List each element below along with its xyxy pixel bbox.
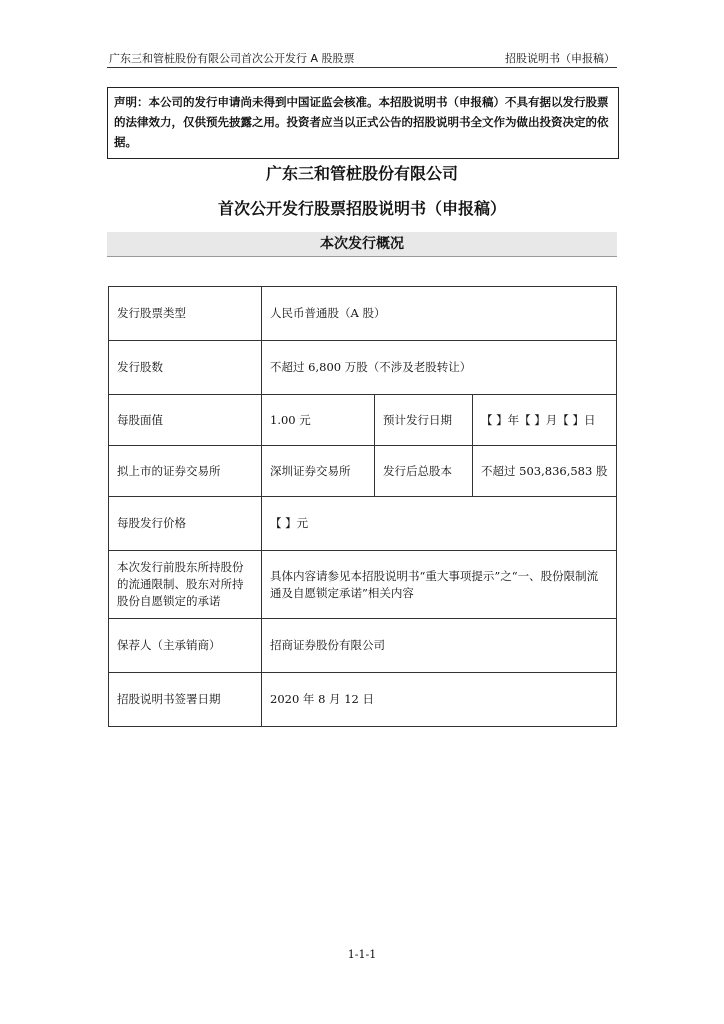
page-header [107, 51, 617, 68]
sign-date-label: 招股说明书签署日期 [109, 673, 262, 727]
total-capital-value: 不超过 503,836,583 股 [473, 446, 617, 497]
table-row [109, 497, 617, 551]
issue-price-value: 【 】元 [262, 497, 617, 551]
section-heading: 本次发行概况 [107, 232, 617, 257]
header-left-text: 广东三和管桩股份有限公司首次公开发行 A 股股票 [109, 52, 355, 65]
exchange-value: 深圳证券交易所 [262, 446, 375, 497]
disclaimer-notice: 声明：本公司的发行申请尚未得到中国证监会核准。本招股说明书（申报稿）不具有据以发行股票的法律效力，仅供预先披露之用。投资者应当以正式公告的招股说明书全文作为做出投资决定的依据。 [107, 87, 619, 159]
lockup-label: 本次发行前股东所持股份的流通限制、股东对所持股份自愿锁定的承诺 [109, 551, 262, 619]
issue-date-value: 【 】年【 】月【 】日 [473, 395, 617, 446]
header-right-text: 招股说明书（申报稿） [505, 52, 615, 65]
shares-value: 不超过 6,800 万股（不涉及老股转让） [262, 341, 617, 395]
sponsor-value: 招商证券股份有限公司 [262, 619, 617, 673]
issue-date-label: 预计发行日期 [375, 395, 473, 446]
document-title: 首次公开发行股票招股说明书（申报稿） [217, 199, 506, 218]
par-value-label: 每股面值 [109, 395, 262, 446]
sponsor-label: 保荐人（主承销商） [109, 619, 262, 673]
par-value-value: 1.00 元 [262, 395, 375, 446]
table-row [109, 341, 617, 395]
shares-label: 发行股数 [109, 341, 262, 395]
table-row [109, 673, 617, 727]
table-row [109, 619, 617, 673]
lockup-value: 具体内容请参见本招股说明书“重大事项提示”之“一、股份限制流通及自愿锁定承诺”相关内容 [262, 551, 617, 619]
page-number: 1-1-1 [347, 948, 377, 961]
stock-type-value: 人民币普通股（A 股） [262, 287, 617, 341]
exchange-label: 拟上市的证券交易所 [109, 446, 262, 497]
table-row [109, 287, 617, 341]
table-row [109, 446, 617, 497]
total-capital-label: 发行后总股本 [375, 446, 473, 497]
stock-type-label: 发行股票类型 [109, 287, 262, 341]
table-row [109, 395, 617, 446]
company-title: 广东三和管桩股份有限公司 [265, 164, 458, 183]
table-row [109, 551, 617, 619]
sign-date-value: 2020 年 8 月 12 日 [262, 673, 617, 727]
issue-price-label: 每股发行价格 [109, 497, 262, 551]
offering-summary-table [108, 286, 617, 727]
